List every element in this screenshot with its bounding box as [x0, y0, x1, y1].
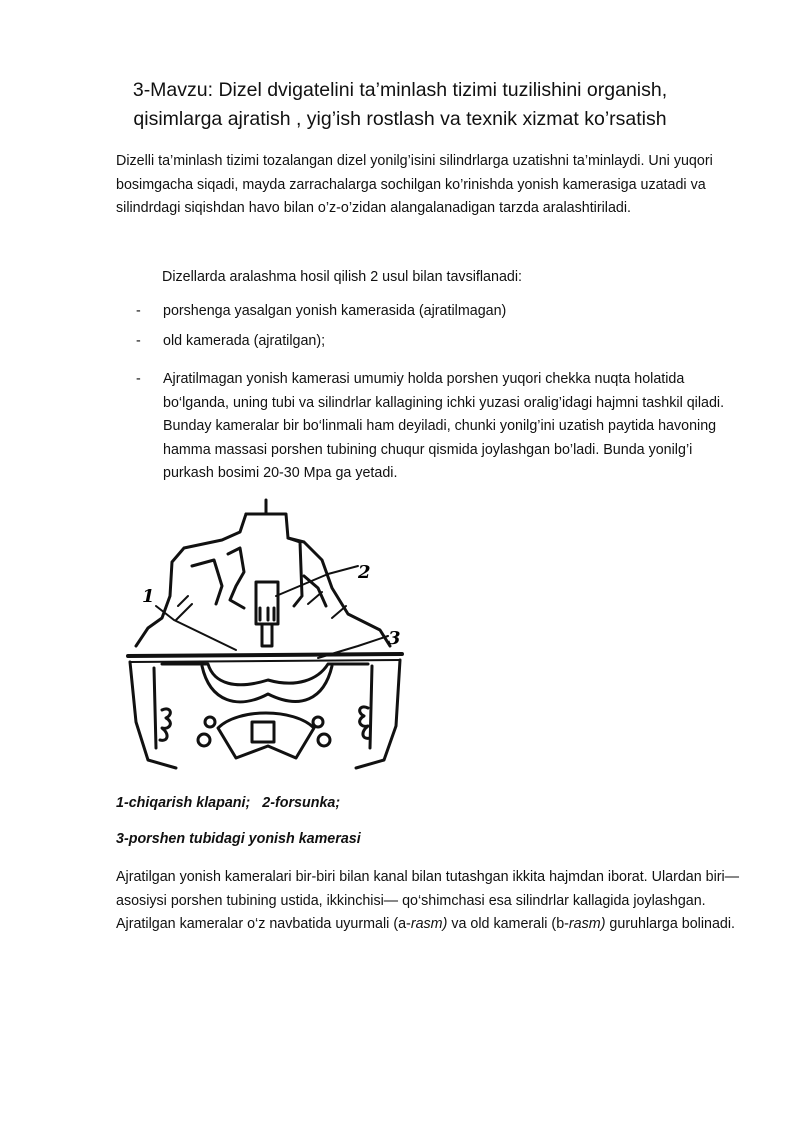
caption-part-2: 2-forsunka; [262, 795, 341, 811]
closing-text-c: guruhlarga bolinadi. [605, 916, 736, 932]
closing-paragraph [116, 866, 756, 937]
figure-label-3: 3 [388, 628, 401, 649]
list-item [116, 330, 736, 354]
figure-caption-line-2: 3-porshen tubidagi yonish kamerasi [116, 831, 361, 847]
page-title [110, 76, 690, 134]
figure-label-1: 1 [142, 586, 155, 607]
closing-em-b: rasm) [568, 916, 606, 932]
methods-intro: Dizellarda aralashma hosil qilish 2 usul bilan tavsiflanadi: [162, 269, 522, 285]
closing-em-a: rasm) [410, 916, 448, 932]
engine-cross-section-figure [118, 496, 410, 780]
list-dash: - [136, 371, 141, 387]
list-item [116, 368, 736, 486]
closing-text-b: va old kamerali (b- [447, 916, 569, 932]
closing-text-a: Ajratilgan yonish kameralari bir-biri bilan kanal bilan tutashgan ikkita hajmdan iborat. Ulardan biri—asosiysi porshen tubining ustida, ikkinchisi— qo‘shimchasi esa silindrlar kallagida joylashgan. Ajratilgan kameralar o‘z navbatida uyurmali (a- [116, 869, 740, 932]
list-item [116, 300, 736, 324]
title-line-1: 3-Mavzu: Dizel dvigatelini ta’minlash tizimi tuzilishini organish, [132, 79, 668, 101]
intro-paragraph: Dizelli ta’minlash tizimi tozalangan dizel yonilg’isini silindrlarga uzatishni ta’minlaydi. Uni yuqori bosimgacha siqadi, mayda zarrachalarga sochilgan ko’rinishda yonish kamerasiga uzatadi va silindrdagi siqishdan havo bilan o’z-o’zidan alangalanadigan tarzda aralashtiriladi. [116, 153, 713, 216]
list-item-text: porshenga yasalgan yonish kamerasida (ajratilmagan) [163, 303, 507, 319]
list-dash: - [136, 332, 141, 349]
list-item-text: Ajratilmagan yonish kamerasi umumiy holda porshen yuqori chekka nuqta holatida bo‘lganda, uning tubi va silindrlar kallagining ichki yuzasi oralig’idagi hajmni tashkil qiladi. Bunday kameralar bir bo‘linmali ham deyiladi, chunki yonilg’ini uzatish paytida havoning hamma massasi porshen tubining chuqur qismida joylashgan bo’ladi. Bunda yonilg’i purkash bosimi 20-30 Mpa ga yetadi. [163, 371, 725, 481]
list-dash: - [136, 303, 141, 319]
methods-list [116, 300, 736, 486]
figure-caption-line-1 [116, 792, 340, 814]
title-line-2: qisimlarga ajratish , yig’ish rostlash va texnik xizmat ko’rsatish [133, 108, 667, 130]
figure-label-2: 2 [358, 562, 371, 583]
list-item-text: old kamerada (ajratilgan); [163, 332, 326, 349]
caption-part-1: 1-chiqarish klapani; [116, 795, 251, 811]
